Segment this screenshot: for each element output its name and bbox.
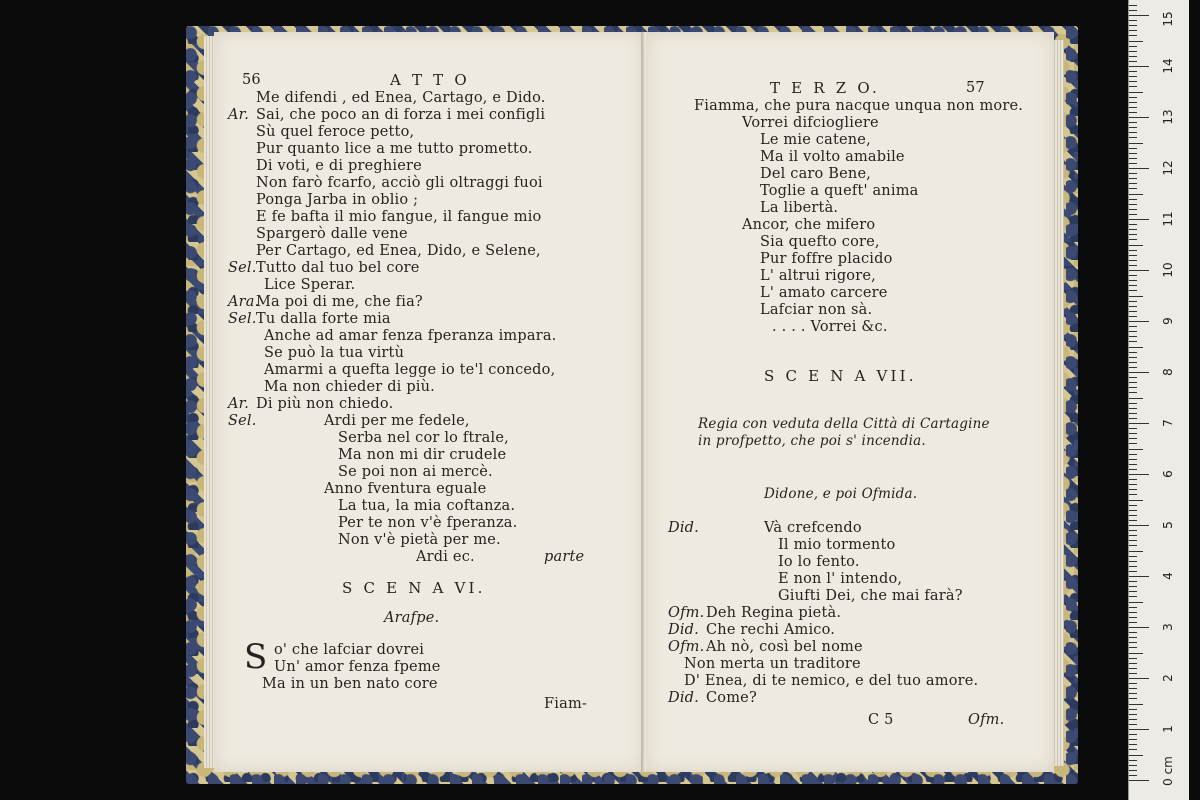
ruler-tick <box>1129 367 1137 368</box>
catchword: Ofm. <box>968 712 1005 728</box>
ruler-tick <box>1129 632 1137 633</box>
ruler-tick <box>1129 556 1137 557</box>
ruler-tick <box>1129 413 1137 414</box>
ruler-tick <box>1129 663 1137 664</box>
ruler-tick <box>1129 112 1137 113</box>
text-line: La libertà. <box>760 200 839 216</box>
ruler-tick <box>1129 464 1137 465</box>
text-line: Anno fventura eguale <box>324 481 487 497</box>
text-line: Và crefcendo <box>764 520 862 536</box>
text-line: L' amato carcere <box>760 285 888 301</box>
ruler-tick <box>1129 755 1143 756</box>
ruler-tick <box>1129 770 1137 771</box>
text-line: Ma poi di me, che fia? <box>256 294 423 310</box>
ruler-tick <box>1129 30 1137 31</box>
ruler-tick <box>1129 173 1137 174</box>
ruler-number: 6 <box>1161 470 1175 478</box>
text-line: Serba nel cor lo ftrale, <box>338 430 509 446</box>
text-line: Il mio tormento <box>778 537 896 553</box>
ruler-tick <box>1129 535 1137 536</box>
ruler-number: 7 <box>1161 419 1175 427</box>
text-line: o' che lafciar dovrei <box>274 642 425 658</box>
speaker-label: Ofm. <box>668 639 705 655</box>
text-line: Non v'è pietà per me. <box>338 532 501 548</box>
ruler-tick <box>1129 46 1137 47</box>
ruler-tick <box>1129 285 1137 286</box>
ruler-tick <box>1129 15 1149 16</box>
ruler-tick <box>1129 209 1137 210</box>
scene-characters: Didone, e poi Ofmida. <box>764 486 918 502</box>
text-line: Anche ad amar fenza fperanza impara. <box>264 328 557 344</box>
ruler-tick <box>1129 255 1137 256</box>
ruler-tick <box>1129 341 1137 342</box>
ruler-tick <box>1129 520 1137 521</box>
ruler-number: 12 <box>1161 160 1175 176</box>
text-line: E fe bafta il mio fangue, il fangue mio <box>256 209 542 225</box>
speaker-label: Sel. <box>228 260 257 276</box>
ruler-number: 11 <box>1161 211 1175 227</box>
ruler-tick <box>1129 454 1137 455</box>
ruler-tick <box>1129 561 1137 562</box>
ruler-tick <box>1129 724 1137 725</box>
ruler-tick <box>1129 224 1137 225</box>
ruler-tick <box>1129 122 1137 123</box>
ruler-number: 9 <box>1161 317 1175 325</box>
ruler-tick <box>1129 153 1137 154</box>
ruler-tick <box>1129 709 1137 710</box>
text-line: Pur foffre placido <box>760 251 893 267</box>
ruler-tick <box>1129 321 1149 322</box>
text-line: Ancor, che mifero <box>742 217 876 233</box>
speaker-label: Did. <box>668 622 699 638</box>
scene-title: S C E N A VI. <box>342 579 486 597</box>
ruler-tick <box>1129 387 1137 388</box>
ruler-tick <box>1129 245 1143 246</box>
text-line: Le mie catene, <box>760 132 871 148</box>
text-line: Vorrei difciogliere <box>742 115 879 131</box>
ruler-tick <box>1129 571 1137 572</box>
speaker-label: Ar. <box>228 107 250 123</box>
ruler-tick <box>1129 494 1137 495</box>
ruler-tick <box>1129 214 1137 215</box>
ruler-tick <box>1129 168 1149 169</box>
ruler-tick <box>1129 775 1137 776</box>
text-line: Tutto dal tuo bel core <box>256 260 420 276</box>
text-line: Fiamma, che pura nacque unqua non more. <box>694 98 1024 114</box>
ruler-tick <box>1129 545 1137 546</box>
ruler-tick <box>1129 540 1137 541</box>
ruler-tick <box>1129 311 1137 312</box>
ruler-tick <box>1129 336 1137 337</box>
ruler-tick <box>1129 612 1137 613</box>
ruler-tick <box>1129 525 1149 526</box>
ruler-tick <box>1129 566 1137 567</box>
stage-direction: in profpetto, che poi s' incendia. <box>698 433 926 449</box>
ruler-tick <box>1129 239 1137 240</box>
ruler-tick <box>1129 372 1149 373</box>
ruler-tick <box>1129 586 1137 587</box>
text-line: E non l' intendo, <box>778 571 903 587</box>
ruler-tick <box>1129 500 1143 501</box>
ruler-tick <box>1129 438 1137 439</box>
ruler-tick <box>1129 653 1143 654</box>
ruler-number: 13 <box>1161 109 1175 125</box>
text-line: Del caro Bene, <box>760 166 872 182</box>
ruler-tick <box>1129 617 1137 618</box>
text-line: Ah nò, così bel nome <box>706 639 863 655</box>
ruler-tick <box>1129 678 1149 679</box>
speaker-label: Did. <box>668 690 699 706</box>
ruler-tick <box>1129 97 1137 98</box>
text-line: La tua, la mia coftanza. <box>338 498 516 514</box>
ruler-tick <box>1129 352 1137 353</box>
ruler-tick <box>1129 403 1137 404</box>
ruler-tick <box>1129 194 1143 195</box>
ruler-tick <box>1129 382 1137 383</box>
ruler-tick <box>1129 392 1137 393</box>
page-number: 57 <box>966 80 985 96</box>
ruler-number: 3 <box>1161 623 1175 631</box>
ruler-number: 5 <box>1161 521 1175 529</box>
text-line: Lafciar non sà. <box>760 302 873 318</box>
ruler-tick <box>1129 137 1137 138</box>
text-line: Io lo fento. <box>778 554 860 570</box>
text-line: Sai, che poco an di forza i mei configli <box>256 107 546 123</box>
ruler-tick <box>1129 25 1137 26</box>
ruler-tick <box>1129 132 1137 133</box>
text-line: Di più non chiedo. <box>256 396 394 412</box>
ruler-tick <box>1129 250 1137 251</box>
right-page <box>646 32 1054 772</box>
ruler-tick <box>1129 479 1137 480</box>
ruler-tick <box>1129 362 1137 363</box>
text-line: Per te non v'è fperanza. <box>338 515 518 531</box>
ruler-tick <box>1129 719 1137 720</box>
text-line: Come? <box>706 690 757 706</box>
speaker-label: Ofm. <box>668 605 705 621</box>
ruler-tick <box>1129 331 1137 332</box>
text-line: Non farò fcarfo, acciò gli oltraggi fuoi <box>256 175 543 191</box>
ruler-tick <box>1129 301 1137 302</box>
ruler-tick <box>1129 158 1137 159</box>
text-line: . . . . Vorrei &c. <box>772 319 888 335</box>
ruler-tick <box>1129 683 1137 684</box>
ruler-number: 1 <box>1161 725 1175 733</box>
ruler-tick <box>1129 398 1143 399</box>
ruler-tick <box>1129 602 1143 603</box>
ruler-tick <box>1129 714 1137 715</box>
ruler-tick <box>1129 51 1137 52</box>
ruler-tick <box>1129 296 1143 297</box>
ruler-tick <box>1129 316 1137 317</box>
ruler-tick <box>1129 61 1137 62</box>
ruler-tick <box>1129 357 1137 358</box>
left-page <box>214 32 645 772</box>
ruler-tick <box>1129 474 1149 475</box>
ruler-tick <box>1129 760 1137 761</box>
text-line: Di voti, e di preghiere <box>256 158 422 174</box>
ruler-tick <box>1129 290 1137 291</box>
text-line: Tu dalla forte mia <box>256 311 391 327</box>
text-line: Spargerò dalle vene <box>256 226 408 242</box>
ruler-tick <box>1129 143 1143 144</box>
ruler-tick <box>1129 183 1137 184</box>
ruler-tick <box>1129 265 1137 266</box>
text-line: Ardi per me fedele, <box>324 413 470 429</box>
text-line: Ma non mi dir crudele <box>338 447 507 463</box>
text-line: Deh Regina pietà. <box>706 605 842 621</box>
ruler-tick <box>1129 551 1143 552</box>
ruler-tick <box>1129 510 1137 511</box>
ruler-tick <box>1129 658 1137 659</box>
ruler-tick <box>1129 148 1137 149</box>
ruler-number: 8 <box>1161 368 1175 376</box>
ruler-tick <box>1129 92 1143 93</box>
text-line: Sù quel feroce petto, <box>256 124 415 140</box>
ruler-tick <box>1129 423 1149 424</box>
page-number: 56 <box>242 72 261 88</box>
ruler-tick <box>1129 433 1137 434</box>
ruler-tick <box>1129 326 1137 327</box>
text-line: Non merta un traditore <box>684 656 861 672</box>
scene-character: Arafpe. <box>384 610 440 626</box>
ruler-tick <box>1129 81 1137 82</box>
ruler-tick <box>1129 178 1137 179</box>
ruler-tick <box>1129 377 1137 378</box>
ruler-tick <box>1129 347 1143 348</box>
ruler-tick <box>1129 484 1137 485</box>
ruler-tick <box>1129 443 1137 444</box>
ruler-tick <box>1129 673 1137 674</box>
text-line: Se poi non ai mercè. <box>338 464 493 480</box>
ruler-tick <box>1129 744 1137 745</box>
ruler-number: 10 <box>1161 262 1175 278</box>
ruler-tick <box>1129 117 1149 118</box>
ruler-tick <box>1129 219 1149 220</box>
text-line: L' altrui rigore, <box>760 268 876 284</box>
ruler-tick <box>1129 489 1137 490</box>
text-line: Pur quanto lice a me tutto prometto. <box>256 141 533 157</box>
text-line: Sia quefto core, <box>760 234 880 250</box>
text-line: Se può la tua virtù <box>264 345 405 361</box>
ruler-tick <box>1129 275 1137 276</box>
ruler-tick <box>1129 71 1137 72</box>
ruler-tick <box>1129 163 1137 164</box>
ruler-tick <box>1129 5 1137 6</box>
ruler-tick <box>1129 729 1149 730</box>
ruler-tick <box>1129 204 1137 205</box>
text-line: Che rechi Amico. <box>706 622 836 638</box>
ruler-tick <box>1129 668 1137 669</box>
speaker-label: Sel. <box>228 311 257 327</box>
ruler-tick <box>1129 515 1137 516</box>
ruler-tick <box>1129 739 1137 740</box>
catchword: Fiam- <box>544 696 587 712</box>
speaker-label: Ar. <box>228 396 250 412</box>
ruler-tick <box>1129 449 1143 450</box>
text-line: Giufti Dei, che mai farà? <box>778 588 963 604</box>
ruler-tick <box>1129 596 1137 597</box>
ruler-number: 2 <box>1161 674 1175 682</box>
drop-cap: S <box>244 637 268 677</box>
ruler-tick <box>1129 459 1137 460</box>
ruler-tick <box>1129 505 1137 506</box>
ruler-tick <box>1129 647 1137 648</box>
ruler-tick <box>1129 199 1137 200</box>
ruler-tick <box>1129 188 1137 189</box>
ruler-tick <box>1129 581 1137 582</box>
speaker-label: Did. <box>668 520 699 536</box>
ruler-tick <box>1129 469 1137 470</box>
ruler-tick <box>1129 622 1137 623</box>
ruler-tick <box>1129 591 1137 592</box>
ruler-unit-label: 0 cm <box>1161 756 1175 786</box>
text-line: Me difendi , ed Enea, Cartago, e Dido. <box>256 90 546 106</box>
ruler-tick <box>1129 229 1137 230</box>
text-line: Lice Sperar. <box>264 277 356 293</box>
book <box>186 26 1078 784</box>
ruler-tick <box>1129 260 1137 261</box>
ruler-tick <box>1129 270 1149 271</box>
ruler-tick <box>1129 637 1137 638</box>
ruler-tick <box>1129 607 1137 608</box>
ruler-tick <box>1129 704 1143 705</box>
running-head: T E R Z O. <box>770 79 880 97</box>
ruler-tick <box>1129 20 1137 21</box>
ruler-tick <box>1129 765 1137 766</box>
text-line: Ponga Jarba in oblio ; <box>256 192 419 208</box>
ruler-tick <box>1129 530 1137 531</box>
ruler-number: 15 <box>1161 11 1175 27</box>
ruler-tick <box>1129 749 1137 750</box>
ruler-tick <box>1129 56 1137 57</box>
ruler-tick <box>1129 280 1137 281</box>
text-line: Toglie a queft' anima <box>760 183 919 199</box>
ruler-tick <box>1129 642 1137 643</box>
running-head: A T T O <box>390 71 470 89</box>
text-line: Per Cartago, ed Enea, Dido, e Selene, <box>256 243 541 259</box>
ruler-tick <box>1129 66 1149 67</box>
ruler-tick <box>1129 86 1137 87</box>
ruler-tick <box>1129 698 1137 699</box>
ruler-tick <box>1129 10 1137 11</box>
ruler-tick <box>1129 107 1137 108</box>
ruler-tick <box>1129 418 1137 419</box>
signature-mark: C 5 <box>868 712 894 728</box>
ruler-number: 14 <box>1161 58 1175 74</box>
ruler-tick <box>1129 76 1137 77</box>
ruler-tick <box>1129 306 1137 307</box>
text-line: D' Enea, di te nemico, e del tuo amore. <box>684 673 979 689</box>
text-line: Ma il volto amabile <box>760 149 905 165</box>
ruler-tick <box>1129 693 1137 694</box>
text-line: Ardi ec. <box>416 549 475 565</box>
ruler-tick <box>1129 428 1137 429</box>
ruler-tick <box>1129 734 1137 735</box>
ruler-tick <box>1129 627 1149 628</box>
measuring-ruler <box>1128 0 1189 800</box>
scene-title: S C E N A VII. <box>764 367 917 385</box>
ruler-tick <box>1129 234 1137 235</box>
speaker-label: Ara. <box>228 294 260 310</box>
ruler-tick <box>1129 780 1149 781</box>
ruler-tick <box>1129 127 1137 128</box>
text-line: Un' amor fenza fpeme <box>274 659 441 675</box>
text-line: Ma in un ben nato core <box>262 676 438 692</box>
ruler-tick <box>1129 408 1137 409</box>
ruler-number: 4 <box>1161 572 1175 580</box>
ruler-tick <box>1129 102 1137 103</box>
ruler-tick <box>1129 41 1143 42</box>
speaker-label: Sel. <box>228 413 257 429</box>
text-line: Ma non chieder di più. <box>264 379 435 395</box>
ruler-tick <box>1129 35 1137 36</box>
stage-direction: Regia con veduta della Città di Cartagine <box>698 416 990 432</box>
text-line: Amarmi a quefta legge io te'l concedo, <box>264 362 556 378</box>
stage-direction: parte <box>544 549 585 565</box>
ruler-tick <box>1129 576 1149 577</box>
ruler-tick <box>1129 688 1137 689</box>
